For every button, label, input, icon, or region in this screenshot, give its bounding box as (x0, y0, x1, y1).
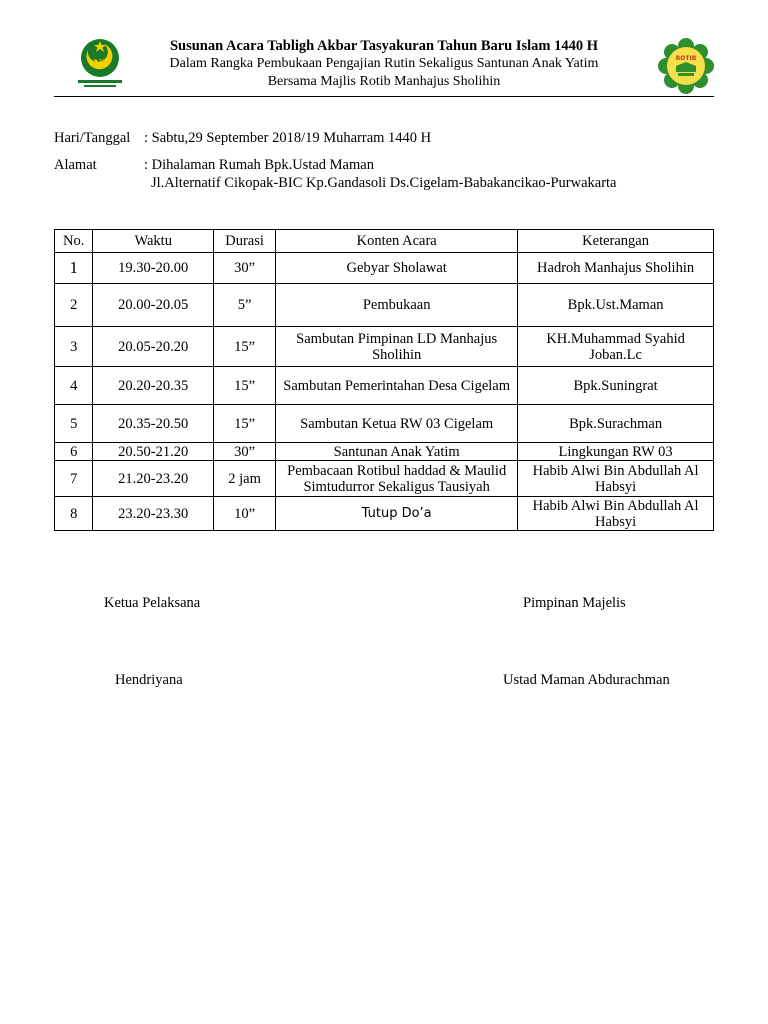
cell-konten: Pembacaan Rotibul haddad & Maulid Simtudurror Sekaligus Tausiyah (276, 461, 518, 497)
date-label: Hari/Tanggal (54, 130, 131, 146)
cell-no: 3 (55, 327, 93, 367)
cell-keterangan: Bpk.Suningrat (518, 367, 714, 405)
table-row (55, 327, 714, 367)
nahdlatul-ulama-logo (74, 36, 126, 90)
cell-waktu: 20.35-20.50 (93, 405, 214, 443)
svg-text:ROTIB: ROTIB (675, 55, 697, 62)
cell-durasi: 30” (213, 443, 275, 461)
cell-durasi: 15” (213, 327, 275, 367)
document-subtitle-2: Bersama Majlis Rotib Manhajus Sholihin (267, 74, 501, 89)
cell-keterangan: Habib Alwi Bin Abdullah Al Habsyi (518, 461, 714, 497)
cell-keterangan: Hadroh Manhajus Sholihin (518, 253, 714, 284)
header-waktu: Waktu (93, 230, 214, 253)
document-header (54, 34, 714, 97)
cell-waktu: 20.00-20.05 (93, 284, 214, 327)
table-row (55, 497, 714, 531)
cell-keterangan: Habib Alwi Bin Abdullah Al Habsyi (518, 497, 714, 531)
majlis-rotib-logo (658, 38, 714, 94)
cell-keterangan: Lingkungan RW 03 (518, 443, 714, 461)
table-row (55, 461, 714, 497)
header-text (134, 37, 634, 91)
address-label: Alamat (54, 157, 97, 173)
cell-waktu: 20.20-20.35 (93, 367, 214, 405)
document-title: Susunan Acara Tabligh Akbar Tasyakuran Tahun Baru Islam 1440 H (169, 38, 599, 54)
table-row (55, 284, 714, 327)
cell-durasi: 30” (213, 253, 275, 284)
cell-waktu: 19.30-20.00 (93, 253, 214, 284)
cell-keterangan: KH.Muhammad Syahid Joban.Lc (518, 327, 714, 367)
cell-keterangan: Bpk.Ust.Maman (518, 284, 714, 327)
header-keterangan: Keterangan (518, 230, 714, 253)
cell-waktu: 23.20-23.30 (93, 497, 214, 531)
table-header-row (55, 230, 714, 253)
cell-durasi: 5” (213, 284, 275, 327)
table-row (55, 253, 714, 284)
cell-durasi: 15” (213, 367, 275, 405)
signature-right-name: Ustad Maman Abdurachman (503, 672, 670, 688)
cell-waktu: 20.50-21.20 (93, 443, 214, 461)
cell-konten: Tutup Do’a (276, 497, 518, 531)
cell-konten: Sambutan Ketua RW 03 Cigelam (276, 405, 518, 443)
header-no: No. (55, 230, 93, 253)
table-row (55, 405, 714, 443)
table-row (55, 367, 714, 405)
signature-left-role: Ketua Pelaksana (104, 595, 201, 611)
document-subtitle: Dalam Rangka Pembukaan Pengajian Rutin Sekaligus Santunan Anak Yatim (169, 56, 599, 71)
cell-no: 8 (55, 497, 93, 531)
cell-konten: Sambutan Pimpinan LD Manhajus Sholihin (276, 327, 518, 367)
header-konten: Konten Acara (276, 230, 518, 253)
table-row (55, 443, 714, 461)
header-durasi: Durasi (213, 230, 275, 253)
address-line-1: : Dihalaman Rumah Bpk.Ustad Maman (144, 157, 374, 173)
cell-no: 6 (55, 443, 93, 461)
signature-left-name: Hendriyana (115, 672, 183, 688)
cell-no: 1 (55, 253, 93, 284)
cell-no: 2 (55, 284, 93, 327)
cell-no: 7 (55, 461, 93, 497)
cell-waktu: 20.05-20.20 (93, 327, 214, 367)
cell-konten: Sambutan Pemerintahan Desa Cigelam (276, 367, 518, 405)
cell-durasi: 15” (213, 405, 275, 443)
cell-konten: Santunan Anak Yatim (276, 443, 518, 461)
cell-konten: Gebyar Sholawat (276, 253, 518, 284)
date-value: : Sabtu,29 September 2018/19 Muharram 1440 H (144, 130, 432, 146)
cell-no: 4 (55, 367, 93, 405)
cell-konten: Pembukaan (276, 284, 518, 327)
address-line-2: Jl.Alternatif Cikopak-BIC Kp.Gandasoli Ds.Cigelam-Babakancikao-Purwakarta (151, 175, 617, 191)
cell-durasi: 10” (213, 497, 275, 531)
cell-no: 5 (55, 405, 93, 443)
signature-right-role: Pimpinan Majelis (523, 595, 626, 611)
svg-text:NI: NI (93, 56, 107, 70)
cell-durasi: 2 jam (213, 461, 275, 497)
cell-waktu: 21.20-23.20 (93, 461, 214, 497)
cell-keterangan: Bpk.Surachman (518, 405, 714, 443)
schedule-table (54, 229, 714, 531)
